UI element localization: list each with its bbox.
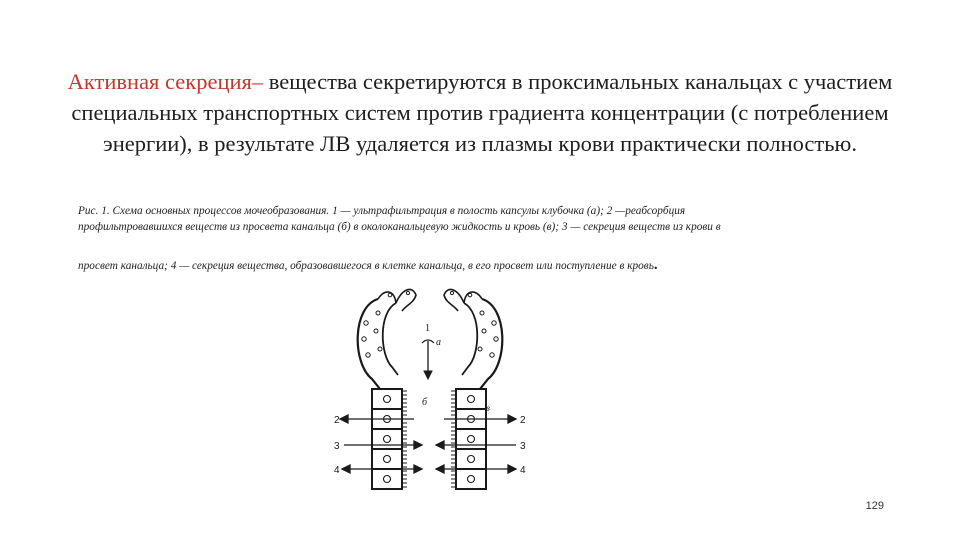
caption-line-2: профильтровавшихся веществ из просвета канальца (б) в околоканальцевую жидкость и кровь (в); 3 — секреция веществ из крови в [78, 221, 721, 233]
label-left-2: 2 [334, 415, 340, 426]
page-number: 129 [865, 500, 884, 512]
figure-caption [78, 203, 888, 273]
brush-border [402, 391, 456, 487]
label-right-3: 3 [520, 441, 526, 452]
label-a: а [436, 337, 441, 348]
caption-line-3-wrap [78, 257, 888, 273]
label-right-4: 4 [520, 465, 526, 476]
label-b: б [422, 397, 428, 408]
label-right-2: 2 [520, 415, 526, 426]
label-left-3: 3 [334, 441, 340, 452]
capsule-cells [362, 291, 498, 357]
tubule-right-wall [456, 389, 486, 489]
label-v: в [486, 403, 490, 413]
label-one: 1 [425, 323, 430, 334]
caption-line-1: Рис. 1. Схема основных процессов мочеобразования. 1 — ультрафильтрация в полость капсулы клубочка (а); 2 —реабсорбция [78, 205, 686, 217]
label-left-4: 4 [334, 465, 340, 476]
tubule-left-wall [372, 389, 402, 489]
process-arrows [340, 415, 516, 473]
main-paragraph [60, 66, 900, 159]
main-paragraph-body: вещества секретируются в проксимальных канальцах с участием специальных транспортных систем против градиента концентрации (с потреблением энергии), в результате ЛВ удаляется из плазмы крови практически полностью. [71, 69, 893, 156]
nephron-diagram-svg [330, 283, 530, 498]
nephron-diagram [330, 283, 530, 498]
caption-line-3: просвет канальца; 4 — секреция вещества, образовавшегося в клетке канальца, в его просвет или поступление в кровь [78, 260, 654, 272]
filtration-arrow [422, 340, 434, 379]
highlighted-term: Активная секреция– [67, 69, 264, 94]
caption-end-mark: . [653, 257, 658, 273]
